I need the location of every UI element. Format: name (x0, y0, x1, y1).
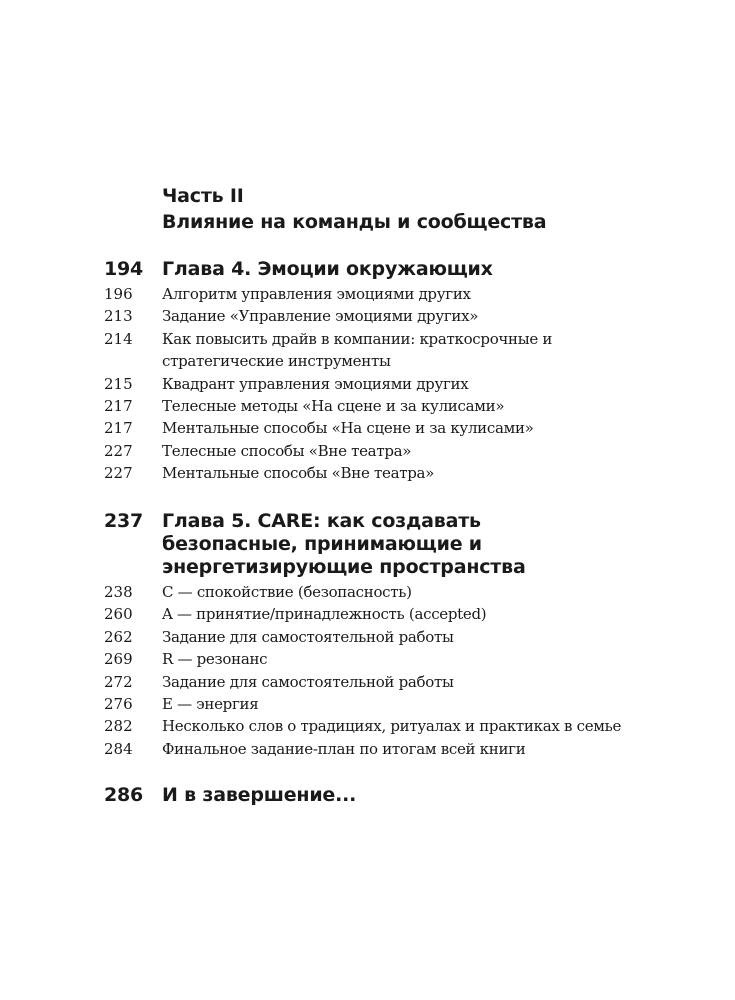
part-title: Влияние на команды и сообщества (162, 211, 547, 233)
entry-title: Как повысить драйв в компании: краткосрочные и стратегические инструменты (162, 329, 553, 371)
entry-title: Алгоритм управления эмоциями других (162, 285, 471, 303)
chapter-title: И в завершение... (162, 784, 357, 806)
entry-page-number: 269 (104, 650, 133, 669)
entry-title: Задание для самостоятельной работы (162, 672, 454, 691)
entry-page-number: 238 (104, 583, 133, 601)
chapter-page-number: 286 (104, 784, 144, 806)
toc-entry (0, 373, 735, 395)
entry-title: Телесные методы «На сцене и за кулисами» (162, 397, 505, 416)
entry-page-number: 217 (104, 397, 133, 416)
entry-title: A — принятие/принадлежность (accepted) (162, 605, 487, 624)
entry-page-number: 276 (104, 695, 133, 714)
entry-page-number: 214 (104, 329, 133, 348)
toc-entry (0, 715, 735, 737)
chapter-heading (0, 258, 735, 281)
entry-page-number: 215 (104, 374, 133, 393)
toc-entries (0, 581, 735, 760)
toc-entry (0, 671, 735, 693)
chapter-page-number: 194 (104, 258, 144, 280)
entry-title: Задание для самостоятельной работы (162, 627, 454, 646)
chapter-heading (0, 784, 735, 807)
toc-entry (0, 328, 735, 373)
part-heading (162, 183, 546, 235)
toc-entry (0, 693, 735, 715)
toc-entry (0, 581, 735, 603)
toc-entry (0, 626, 735, 648)
entry-title: Ментальные способы «На сцене и за кулисами» (162, 419, 534, 438)
part-label: Часть II (162, 185, 244, 207)
chapter-heading (0, 510, 735, 579)
chapter-title: Глава 4. Эмоции окружающих (162, 258, 493, 280)
toc-entry (0, 603, 735, 625)
entry-title: Несколько слов о традициях, ритуалах и практиках в семье (162, 717, 622, 736)
entry-title: C — спокойствие (безопасность) (162, 583, 412, 601)
entry-page-number: 213 (104, 307, 133, 326)
entry-title: Финальное задание-план по итогам всей книги (162, 739, 526, 758)
entry-title: Квадрант управления эмоциями других (162, 374, 469, 393)
chapter-title: Глава 5. CARE: как создавать безопасные, принимающие и энергетизирующие пространства (162, 510, 526, 578)
toc-entries (0, 283, 735, 485)
entry-page-number: 262 (104, 627, 133, 646)
entry-page-number: 227 (104, 441, 133, 460)
toc-entry (0, 440, 735, 462)
entry-title: Ментальные способы «Вне театра» (162, 464, 435, 483)
entry-page-number: 196 (104, 285, 133, 303)
entry-page-number: 260 (104, 605, 133, 624)
toc-entry (0, 395, 735, 417)
toc-entry (0, 417, 735, 439)
entry-page-number: 282 (104, 717, 133, 736)
entry-page-number: 217 (104, 419, 133, 438)
toc-entry (0, 305, 735, 327)
toc-entry (0, 283, 735, 305)
toc-entry (0, 462, 735, 484)
entry-title: Задание «Управление эмоциями других» (162, 307, 479, 326)
entry-title: Телесные способы «Вне театра» (162, 441, 412, 460)
toc-chapter (0, 510, 735, 760)
entry-title: R — резонанс (162, 650, 268, 669)
entry-title: E — энергия (162, 695, 259, 714)
chapter-page-number: 237 (104, 510, 144, 532)
toc-entry (0, 648, 735, 670)
entry-page-number: 272 (104, 672, 133, 691)
toc-chapter (0, 784, 735, 807)
entry-page-number: 227 (104, 464, 133, 483)
toc-chapter (0, 258, 735, 485)
toc-entry (0, 738, 735, 760)
entry-page-number: 284 (104, 739, 133, 758)
